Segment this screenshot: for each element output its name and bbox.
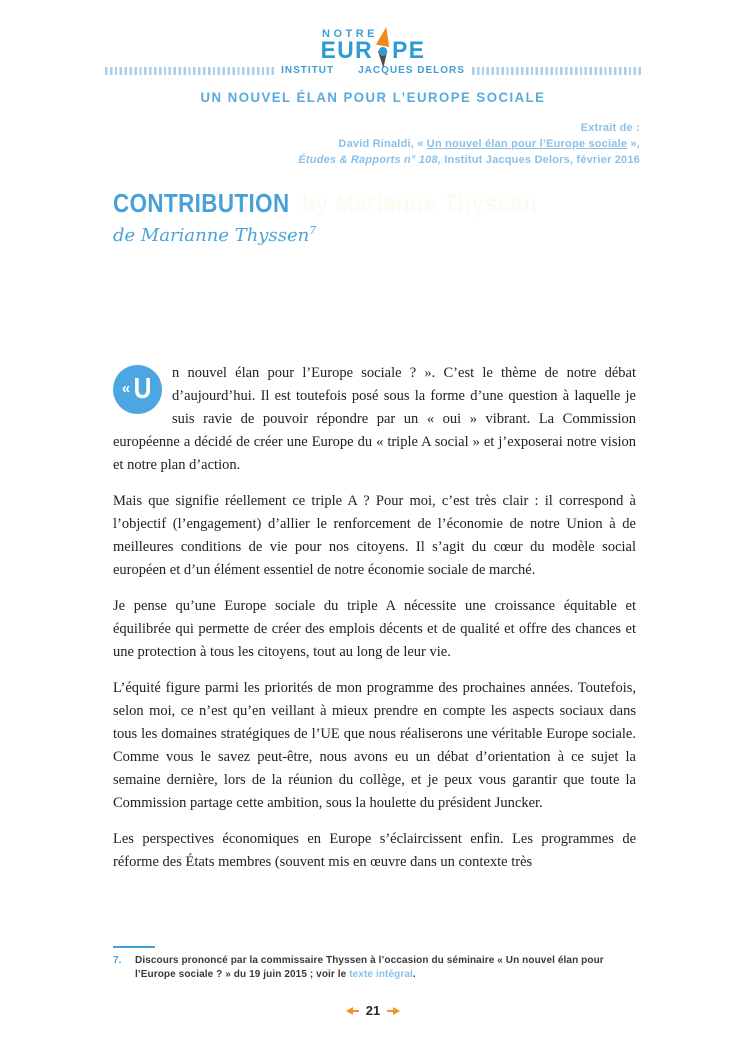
dropcap-letter: U bbox=[133, 373, 152, 405]
article-title bbox=[113, 189, 537, 217]
extract-title-link[interactable]: Un nouvel élan pour l’Europe sociale bbox=[426, 138, 628, 150]
dropcap-quote: « bbox=[121, 379, 131, 397]
paragraph-3: Je pense qu’une Europe sociale du triple A nécessite une croissance équitable et équilibrée qui permette de créer des emplois décents et de qualité et offre des chances et une protection à tous les citoyens, tout au long de leur vie. bbox=[113, 598, 636, 660]
compass-icon bbox=[374, 40, 391, 62]
extract-series-italic: Études & Rapports n° 108, bbox=[298, 154, 442, 166]
extract-series-line bbox=[298, 152, 640, 168]
dropcap-circle bbox=[113, 365, 162, 414]
footnote-link[interactable]: texte intégral bbox=[349, 968, 413, 980]
logo-eur-text: EUR bbox=[320, 37, 374, 64]
extract-author-suffix: », bbox=[627, 138, 640, 150]
page-footer bbox=[0, 1003, 746, 1018]
notre-europe-logo bbox=[0, 28, 746, 76]
next-page-arrow-icon bbox=[387, 1007, 400, 1015]
extract-author-prefix: David Rinaldi, « bbox=[338, 138, 427, 150]
article-subtitle-text: de Marianne Thyssen bbox=[113, 225, 310, 246]
dash-line-left bbox=[105, 67, 274, 75]
extract-reference bbox=[298, 120, 640, 168]
compass-dot bbox=[379, 47, 388, 56]
footnote-text bbox=[135, 954, 643, 981]
page-number: 21 bbox=[365, 1003, 381, 1018]
footnote-row bbox=[113, 954, 643, 981]
paragraph-4: L’équité figure parmi les priorités de mon programme des prochaines années. Toutefois, selon moi, ce n’est qu’en veillant à mieux prendre en compte les aspects sociaux dans tous les domaines stratégiques de l’UE que nous réaliserons une véritable Europe sociale. Comme vous le savez peut-être, nous avons eu un débat d’orientation à ce sujet la semaine dernière, lors de la réunion du collège, et je peux vous garantir que toute la Commission partage cette ambition, sous la houlette du président Juncker. bbox=[113, 680, 636, 811]
paragraph-1 bbox=[113, 362, 636, 477]
footnote-suffix: . bbox=[412, 968, 416, 980]
logo-notre-text: NOTRE bbox=[322, 28, 378, 40]
paragraph-2: Mais que signifie réellement ce triple A ? Pour moi, c’est très clair : il correspond à l’objectif (l’engagement) d’allier le renforcement de l’économie de notre Union à de meilleures conditions de vie pour nos citoyens. Il s’agit du cœur du modèle social européen et d’un élément essentiel de notre économie sociale de marché. bbox=[113, 493, 636, 578]
prev-page-arrow-icon bbox=[346, 1007, 359, 1015]
article-title-text: CONTRIBUTION bbox=[113, 188, 290, 218]
footnote-reference-mark: 7 bbox=[309, 224, 317, 237]
ghost-title-text: by Marianne Thyssen bbox=[301, 188, 538, 218]
logo-europe-text bbox=[19, 37, 728, 64]
extract-series-rest: Institut Jacques Delors, février 2016 bbox=[441, 154, 640, 166]
footnote-block bbox=[113, 946, 643, 981]
footnote-divider bbox=[113, 946, 155, 948]
institute-label-left: INSTITUT bbox=[281, 65, 335, 76]
article-body bbox=[113, 362, 636, 942]
extract-author-line bbox=[298, 136, 640, 152]
institute-banner bbox=[105, 66, 641, 76]
dash-line-right bbox=[472, 67, 641, 75]
extract-intro: Extrait de : bbox=[580, 122, 640, 134]
series-title: UN NOUVEL ÉLAN POUR L’EUROPE SOCIALE bbox=[200, 89, 546, 105]
paragraph-5: Les perspectives économiques en Europe s’éclaircissent enfin. Les programmes de réforme des États membres (souvent mis en œuvre dans un contexte très bbox=[113, 831, 636, 870]
paragraph-1-text: n nouvel élan pour l’Europe sociale ? ». C’est le thème de notre débat d’aujourd’hui. Il est toutefois posé sous la forme d’une question à laquelle je suis ravie de pouvoir répondre par un « oui » vibrant. La Commission européenne a décidé de créer une Europe du « triple A social » et j’exposerai notre vision et notre plan d’action. bbox=[113, 365, 636, 473]
footnote-body-text: Discours prononcé par la commissaire Thyssen à l’occasion du séminaire « Un nouvel élan pour l’Europe sociale ? » du 19 juin 2015 ; voir le bbox=[135, 955, 604, 980]
article-subtitle bbox=[113, 220, 606, 247]
logo-pe-text: PE bbox=[392, 37, 426, 64]
article-title-block bbox=[113, 189, 606, 247]
footnote-number: 7. bbox=[113, 955, 122, 966]
institute-label-right: JACQUES DELORS bbox=[358, 65, 465, 76]
